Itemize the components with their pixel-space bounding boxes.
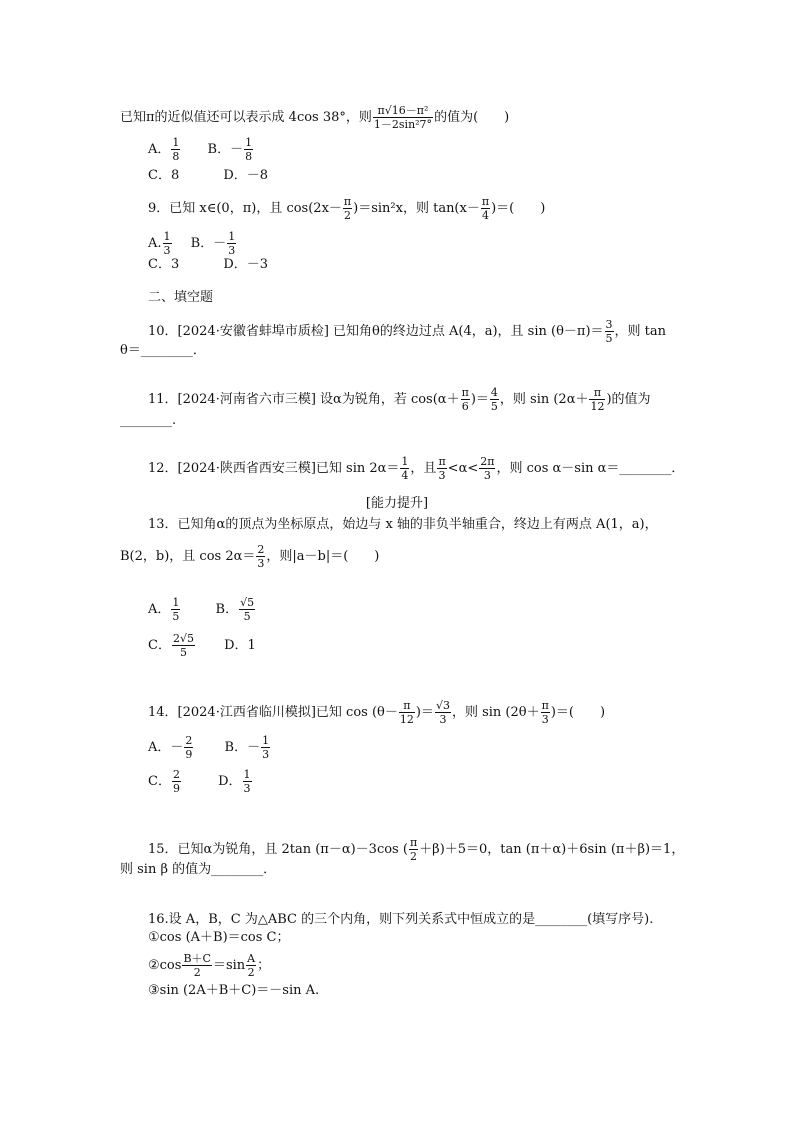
- option-d[interactable]: D．1: [224, 638, 256, 653]
- q12-stem: 12．[2024·陕西省西安三模]已知 sin 2α＝ $\frac{1}{4}$ ，且 $\frac{\pi}{3}$ <α< $\frac{2\pi}{3}$ ，则 cos α－sin α＝________．: [148, 455, 685, 482]
- section-heading-ability: [能力提升]: [365, 496, 429, 511]
- option-a[interactable]: A．: [148, 602, 171, 617]
- q9-stem: 9．已知 x∈(0，π)，且 cos(2x－ $\frac{\pi}{2}$ )＝sin²x，则 tan(x－ $\frac{\pi}{4}$ )＝( ): [148, 195, 546, 222]
- q16-item-3: ③sin (2A＋B＋C)＝－sin A.: [148, 983, 320, 998]
- option-b[interactable]: B．: [207, 142, 231, 157]
- option-c[interactable]: C．8: [148, 168, 180, 183]
- q8-options-cd: [148, 168, 268, 184]
- q16-item-1: ①cos (A＋B)＝cos C；: [148, 930, 290, 945]
- option-c[interactable]: C．: [148, 774, 171, 789]
- q15-answer-line: 则 sin β 的值为________．: [120, 862, 277, 877]
- option-b[interactable]: B．－: [190, 236, 227, 251]
- q10-answer-line: θ＝________．: [120, 343, 206, 358]
- option-c[interactable]: C．: [148, 638, 171, 653]
- option-b[interactable]: B．－: [224, 740, 261, 755]
- option-a[interactable]: A．－: [148, 740, 184, 755]
- q11-stem: 11．[2024·河南省六市三模] 设α为锐角，若 cos(α＋ $\frac{\pi}{6}$ )＝ $\frac{4}{5}$ ，则 sin (2α＋ $\frac{\pi}{12}$ )的值为: [148, 386, 651, 413]
- q15-stem: 15．已知α为锐角，且 2tan (π－α)－3cos ( $\frac{\pi}{2}$ ＋β)＋5＝0，tan (π＋α)＋6sin (π＋β)＝1，: [148, 836, 685, 863]
- q13-stem-line2: B(2，b)，且 cos 2α＝ $\frac{2}{3}$ ，则|a－b|＝( ): [120, 543, 380, 570]
- section-heading-fill-blank: 二、填空题: [148, 290, 214, 305]
- q8-fraction: $\frac{\text{π√16－π²}}{\text{1－2sin²7°}}$: [373, 104, 433, 131]
- q13-options-ab: A． $\frac{1}{5}$ B． $\frac{√5}{5}$: [148, 596, 255, 623]
- q8-stem: 已知π的近似值还可以表示成 4cos 38°，则 $\frac{\text{π√16－π²}}{\text{1－2sin²7°}}$ 的值为( ): [120, 104, 510, 131]
- q16-stem: 16.设 A，B，C 为△ABC 的三个内角，则下列关系式中恒成立的是________(填写序号).: [148, 912, 654, 927]
- q9-options-cd: [148, 257, 268, 273]
- q14-stem: 14．[2024·江西省临川模拟]已知 cos (θ－ $\frac{\pi}{12}$ )＝ $\frac{√3}{3}$ ，则 sin (2θ＋ $\frac{\pi}{3}$ )＝( ): [148, 699, 606, 726]
- option-a[interactable]: A.: [148, 236, 162, 251]
- option-d[interactable]: D．－3: [223, 257, 269, 272]
- q14-options-cd: C． $\frac{2}{9}$ D． $\frac{1}{3}$: [148, 768, 251, 795]
- option-a[interactable]: A．: [148, 142, 171, 157]
- q8-options-ab: A． $\frac{1}{8}$ B．－ $\frac{1}{8}$: [148, 136, 253, 163]
- q14-options-ab: A．－ $\frac{2}{9}$ B．－ $\frac{1}{3}$: [148, 734, 270, 761]
- option-c[interactable]: C．3: [148, 257, 180, 272]
- option-d[interactable]: D．: [218, 774, 242, 789]
- q10-stem: 10．[2024·安徽省蚌埠市质检] 已知角θ的终边过点 A(4，a)，且 sin (θ－π)＝ $\frac{3}{5}$ ，则 tan: [148, 318, 667, 345]
- q16-item-2: ②cos $\frac{B+C}{2}$ ＝sin $\frac{A}{2}$ ；: [148, 952, 271, 979]
- option-b[interactable]: B．: [215, 602, 239, 617]
- q9-options-ab: A. $\frac{1}{3}$ B．－ $\frac{1}{3}$: [148, 230, 236, 257]
- option-d[interactable]: D．－8: [223, 168, 269, 183]
- q13-options-cd: C． $\frac{2√5}{5}$ D．1: [148, 632, 256, 659]
- q11-answer-line: ________.: [120, 413, 177, 428]
- q13-stem-line1: 13．已知角α的顶点为坐标原点，始边与 x 轴的非负半轴重合，终边上有两点 A(1，a)，: [148, 517, 658, 532]
